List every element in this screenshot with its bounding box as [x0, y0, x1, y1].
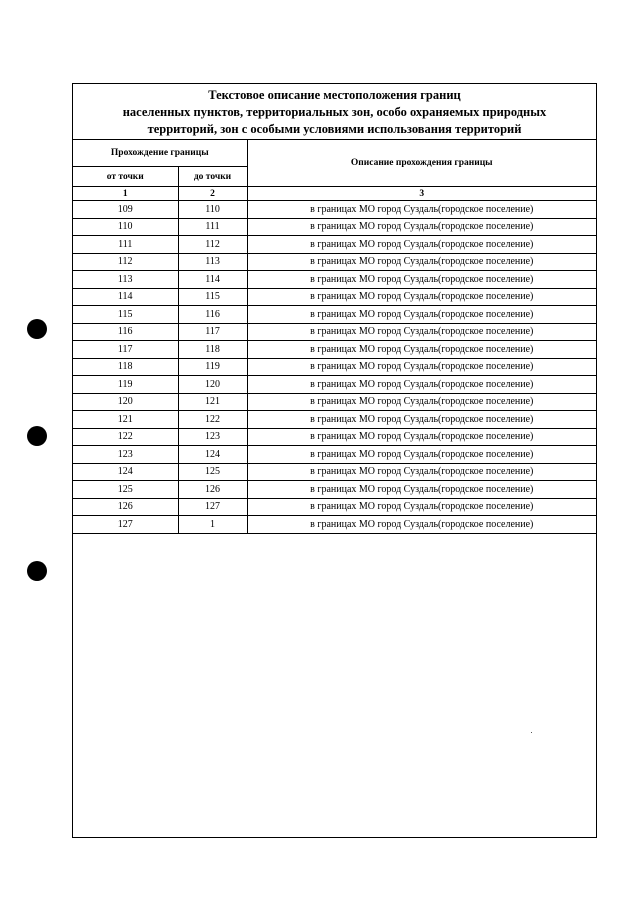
- from-cell: 113: [73, 271, 178, 289]
- desc-cell: в границах МО город Суздаль(городское поселение): [247, 341, 596, 359]
- from-cell: 118: [73, 358, 178, 376]
- desc-cell: в границах МО город Суздаль(городское поселение): [247, 323, 596, 341]
- desc-cell: в границах МО город Суздаль(городское поселение): [247, 358, 596, 376]
- table-row: [73, 516, 596, 534]
- table-header: [73, 139, 596, 201]
- column-number: 2: [178, 187, 247, 201]
- desc-cell: в границах МО город Суздаль(городское поселение): [247, 428, 596, 446]
- to-cell: 111: [178, 218, 247, 236]
- table-row: [73, 288, 596, 306]
- table-row: [73, 498, 596, 516]
- table-row: [73, 253, 596, 271]
- from-cell: 125: [73, 481, 178, 499]
- to-cell: 112: [178, 236, 247, 254]
- to-header: до точки: [178, 167, 247, 187]
- to-cell: 119: [178, 358, 247, 376]
- desc-cell: в границах МО город Суздаль(городское поселение): [247, 376, 596, 394]
- from-cell: 119: [73, 376, 178, 394]
- to-cell: 127: [178, 498, 247, 516]
- desc-cell: в границах МО город Суздаль(городское поселение): [247, 271, 596, 289]
- to-cell: 114: [178, 271, 247, 289]
- desc-cell: в границах МО город Суздаль(городское поселение): [247, 498, 596, 516]
- document-title: [73, 87, 596, 138]
- to-cell: 113: [178, 253, 247, 271]
- table-row: [73, 428, 596, 446]
- from-cell: 120: [73, 393, 178, 411]
- from-cell: 115: [73, 306, 178, 324]
- to-cell: 117: [178, 323, 247, 341]
- table-row: [73, 393, 596, 411]
- from-cell: 127: [73, 516, 178, 534]
- to-cell: 1: [178, 516, 247, 534]
- desc-cell: в границах МО город Суздаль(городское поселение): [247, 411, 596, 429]
- table-row: [73, 341, 596, 359]
- group-header: Прохождение границы: [73, 139, 247, 167]
- from-header: от точки: [73, 167, 178, 187]
- from-cell: 111: [73, 236, 178, 254]
- table-row: [73, 236, 596, 254]
- title-line: населенных пунктов, территориальных зон, особо охраняемых природных: [122, 105, 547, 119]
- from-cell: 110: [73, 218, 178, 236]
- desc-cell: в границах МО город Суздаль(городское поселение): [247, 446, 596, 464]
- table-row: [73, 271, 596, 289]
- title-line: Текстовое описание местоположения границ: [208, 88, 461, 102]
- from-cell: 123: [73, 446, 178, 464]
- to-cell: 124: [178, 446, 247, 464]
- column-number: 1: [73, 187, 178, 201]
- to-cell: 123: [178, 428, 247, 446]
- from-cell: 116: [73, 323, 178, 341]
- table-row: [73, 411, 596, 429]
- table-row: [73, 323, 596, 341]
- desc-cell: в границах МО город Суздаль(городское поселение): [247, 218, 596, 236]
- desc-cell: в границах МО город Суздаль(городское поселение): [247, 463, 596, 481]
- table-row: [73, 446, 596, 464]
- from-cell: 117: [73, 341, 178, 359]
- to-cell: 125: [178, 463, 247, 481]
- from-cell: 121: [73, 411, 178, 429]
- desc-cell: в границах МО город Суздаль(городское поселение): [247, 288, 596, 306]
- to-cell: 110: [178, 201, 247, 219]
- table-row: [73, 463, 596, 481]
- from-cell: 114: [73, 288, 178, 306]
- punch-hole: [27, 561, 47, 581]
- title-line: территорий, зон с особыми условиями использования территорий: [147, 122, 522, 136]
- to-cell: 126: [178, 481, 247, 499]
- table-row: [73, 306, 596, 324]
- desc-cell: в границах МО город Суздаль(городское поселение): [247, 481, 596, 499]
- document-frame: [72, 83, 597, 838]
- boundary-table: [73, 139, 596, 534]
- desc-header: Описание прохождения границы: [247, 139, 596, 187]
- from-cell: 109: [73, 201, 178, 219]
- punch-hole: [27, 319, 47, 339]
- column-number: 3: [247, 187, 596, 201]
- table-row: [73, 358, 596, 376]
- punch-hole: [27, 426, 47, 446]
- from-cell: 126: [73, 498, 178, 516]
- table-row: [73, 201, 596, 219]
- to-cell: 122: [178, 411, 247, 429]
- to-cell: 115: [178, 288, 247, 306]
- table-row: [73, 218, 596, 236]
- desc-cell: в границах МО город Суздаль(городское поселение): [247, 393, 596, 411]
- desc-cell: в границах МО город Суздаль(городское поселение): [247, 236, 596, 254]
- desc-cell: в границах МО город Суздаль(городское поселение): [247, 201, 596, 219]
- from-cell: 122: [73, 428, 178, 446]
- desc-cell: в границах МО город Суздаль(городское поселение): [247, 516, 596, 534]
- to-cell: 116: [178, 306, 247, 324]
- table-row: [73, 376, 596, 394]
- from-cell: 124: [73, 463, 178, 481]
- from-cell: 112: [73, 253, 178, 271]
- table-body: [73, 201, 596, 534]
- to-cell: 120: [178, 376, 247, 394]
- desc-cell: в границах МО город Суздаль(городское поселение): [247, 253, 596, 271]
- table-row: [73, 481, 596, 499]
- to-cell: 121: [178, 393, 247, 411]
- desc-cell: в границах МО город Суздаль(городское поселение): [247, 306, 596, 324]
- to-cell: 118: [178, 341, 247, 359]
